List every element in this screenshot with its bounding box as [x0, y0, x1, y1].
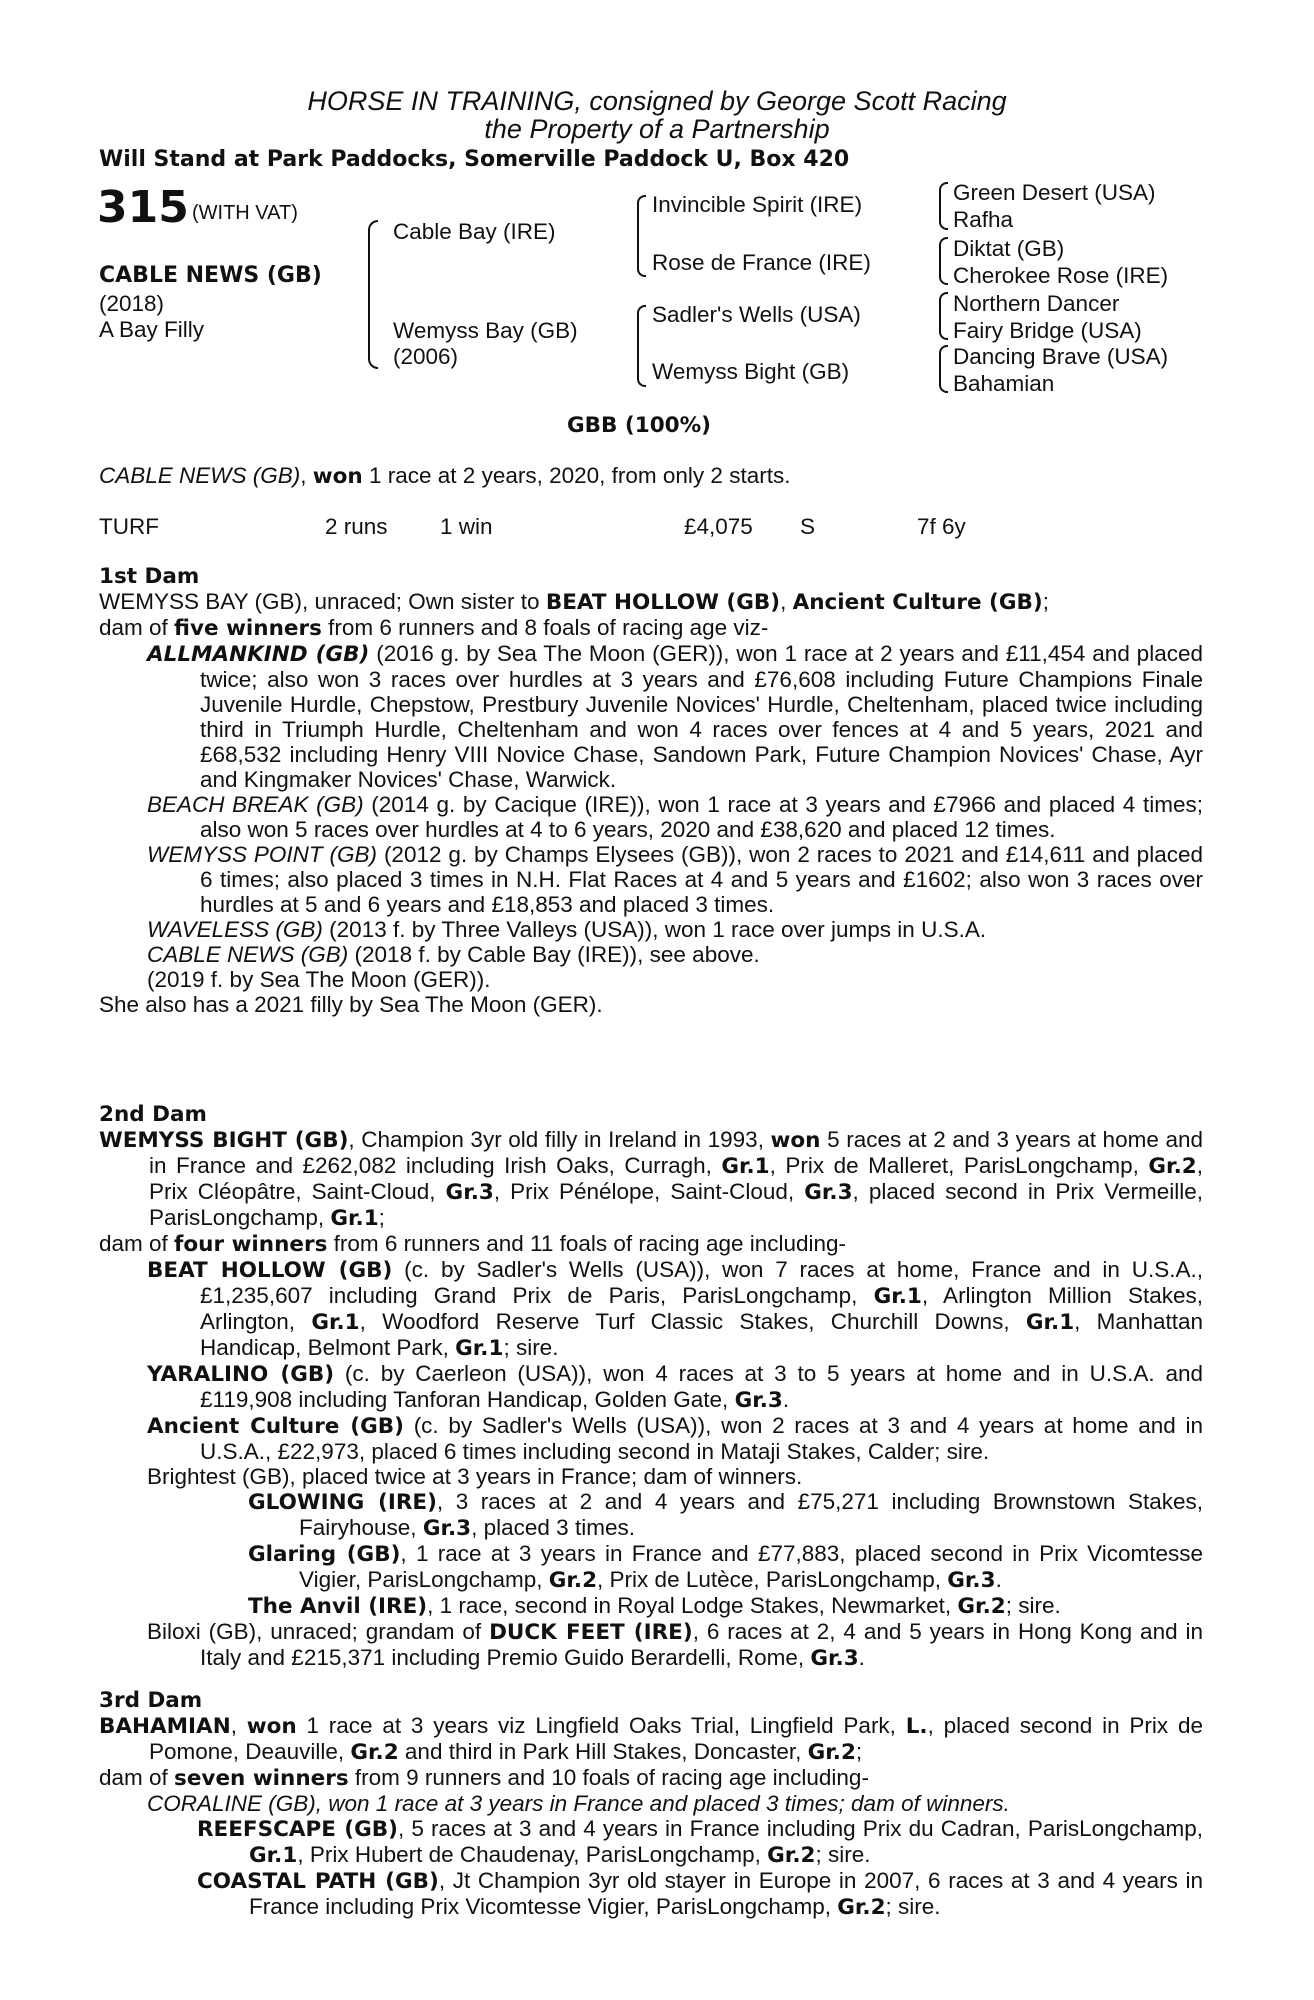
- record-wins: 1 win: [440, 514, 493, 539]
- produce-coastal-path: COASTAL PATH (GB), Jt Champion 3yr old stayer in Europe in 2007, 6 races at 3 and 4 years in France including Prix Vicomtesse Vigier, ParisLongchamp, Gr.2; sire.: [197, 1868, 1203, 1920]
- ss-brace: [939, 182, 948, 230]
- produce-the-anvil: The Anvil (IRE), 1 race, second in Royal Lodge Stakes, Newmarket, Gr.2; sire.: [248, 1593, 1061, 1619]
- produce-biloxi: Biloxi (GB), unraced; grandam of DUCK FEET (IRE), 6 races at 2, 4 and 5 years in Hong Kong and in Italy and £215,371 including Premio Guido Berardelli, Rome, Gr.3.: [147, 1619, 1203, 1671]
- sire: Cable Bay (IRE): [393, 219, 556, 244]
- produce-coraline: CORALINE (GB), won 1 race at 3 years in France and placed 3 times; dam of winners.: [147, 1791, 1010, 1816]
- produce-reefscape: REEFSCAPE (GB), 5 races at 3 and 4 years in France including Prix du Cadran, ParisLongchamp, Gr.1, Prix Hubert de Chaudenay, ParisLongchamp, Gr.2; sire.: [197, 1816, 1203, 1868]
- produce-beach-break: BEACH BREAK (GB) (2014 g. by Cacique (IRE)), won 1 race at 3 years and £7966 and placed 4 times; also won 5 races over hurdles at 4 to 6 years, 2020 and £38,620 and placed 12 times.: [147, 792, 1203, 842]
- third-dam-produce-line: dam of seven winners from 9 runners and 10 foals of racing age including-: [99, 1765, 869, 1791]
- third-dam-section: [99, 1688, 1203, 1920]
- record-prize: £4,075: [684, 514, 753, 539]
- first-dam-intro: WEMYSS BAY (GB), unraced; Own sister to BEAT HOLLOW (GB), Ancient Culture (GB);: [99, 589, 1049, 615]
- ddd: Bahamian: [953, 371, 1055, 396]
- summary-won: won: [312, 464, 363, 489]
- ssd: Rafha: [953, 207, 1014, 232]
- second-dam-record: WEMYSS BIGHT (GB), Champion 3yr old filly in Ireland in 1993, won 5 races at 2 and 3 years at home and in France and £262,082 including Irish Oaks, Curragh, Gr.1, Prix de Malleret, ParisLongchamp, Gr.2, Prix Cléopâtre, Saint-Cloud, Gr.3, Prix Pénélope, Saint-Cloud, Gr.3, placed second in Prix Vermeille, ParisLongchamp, Gr.1;: [99, 1127, 1203, 1231]
- sire-dam: Rose de France (IRE): [652, 250, 871, 275]
- pedigree-brace-main: [368, 220, 378, 369]
- produce-waveless: WAVELESS (GB) (2013 f. by Three Valleys (USA)), won 1 race over jumps in U.S.A.: [147, 917, 987, 942]
- produce-yaralino: YARALINO (GB) (c. by Caerleon (USA)), won 4 races at 3 to 5 years at home and in U.S.A. and £119,908 including Tanforan Handicap, Golden Gate, Gr.3.: [147, 1361, 1203, 1413]
- sire-sire: Invincible Spirit (IRE): [652, 192, 863, 217]
- horse-year: (2018): [99, 291, 165, 316]
- dam: Wemyss Bay (GB): [393, 318, 578, 343]
- first-dam-produce-line: dam of five winners from 6 runners and 8 foals of racing age viz-: [99, 615, 769, 641]
- summary-name: CABLE NEWS (GB): [99, 463, 301, 488]
- second-dam-title: 2nd Dam: [99, 1102, 207, 1127]
- record-going: S: [800, 514, 816, 539]
- produce-2021: She also has a 2021 filly by Sea The Moon (GER).: [99, 992, 603, 1017]
- consignor-line: HORSE IN TRAINING, consigned by George Scott Racing: [307, 86, 1007, 116]
- produce-brightest: Brightest (GB), placed twice at 3 years in France; dam of winners.: [147, 1464, 803, 1489]
- first-dam-title: 1st Dam: [99, 564, 200, 589]
- sire-brace: [637, 195, 646, 277]
- dam-dam: Wemyss Bight (GB): [652, 359, 850, 384]
- ds-brace: [939, 292, 948, 340]
- produce-wemyss-point: WEMYSS POINT (GB) (2012 g. by Champs Elysees (GB)), won 2 races to 2021 and £14,611 and placed 6 times; also placed 3 times in N.H. Flat Races at 4 and 5 years and £1602; also won 3 races over hurdles at 5 and 6 years and £18,853 and placed 3 times.: [147, 842, 1203, 917]
- sdd: Cherokee Rose (IRE): [953, 263, 1169, 288]
- produce-cable-news: CABLE NEWS (GB) (2018 f. by Cable Bay (IRE)), see above.: [147, 942, 760, 967]
- produce-ancient-culture: Ancient Culture (GB) (c. by Sadler's Wells (USA)), won 2 races at 3 and 4 years at home and in U.S.A., £22,973, placed 6 times including second in Mataji Stakes, Calder; sire.: [147, 1413, 1203, 1464]
- produce-2019: (2019 f. by Sea The Moon (GER)).: [147, 967, 491, 992]
- first-dam-section: [99, 564, 1203, 1017]
- produce-allmankind: ALLMANKIND (GB) (2016 g. by Sea The Moon (GER)), won 1 race at 2 years and £11,454 and placed twice; also won 3 races over hurdles at 3 years and £76,608 including Future Champions Finale Juvenile Hurdle, Chepstow, Prestbury Juvenile Novices' Hurdle, Cheltenham, placed twice including third in Triumph Hurdle, Cheltenham and won 4 races over fences at 4 and 5 years, 2021 and £68,532 including Henry VIII Novice Chase, Sandown Park, Future Champion Novices' Chase, Ayr and Kingmaker Novices' Chase, Warwick.: [147, 641, 1203, 792]
- horse-name: CABLE NEWS (GB): [99, 263, 322, 288]
- dss: Northern Dancer: [953, 291, 1120, 316]
- record-surface: TURF: [99, 514, 159, 539]
- dam-year: (2006): [393, 344, 459, 369]
- horse-desc: A Bay Filly: [99, 317, 205, 342]
- sd-brace: [939, 237, 948, 285]
- third-dam-title: 3rd Dam: [99, 1688, 203, 1713]
- produce-beat-hollow: BEAT HOLLOW (GB) (c. by Sadler's Wells (USA)), won 7 races at home, France and in U.S.A., £1,235,607 including Grand Prix de Paris, ParisLongchamp, Gr.1, Arlington Million Stakes, Arlington, Gr.1, Woodford Reserve Turf Classic Stakes, Churchill Downs, Gr.1, Manhattan Handicap, Belmont Park, Gr.1; sire.: [147, 1257, 1204, 1361]
- property-line: the Property of a Partnership: [484, 114, 830, 144]
- summary-text: 1 race at 2 years, 2020, from only 2 starts.: [362, 463, 791, 488]
- dsd: Fairy Bridge (USA): [953, 318, 1142, 343]
- stand-line: Will Stand at Park Paddocks, Somerville Paddock U, Box 420: [99, 147, 850, 172]
- vat-note: (WITH VAT): [192, 202, 298, 224]
- second-dam-section: [99, 1102, 1203, 1671]
- dam-sire: Sadler's Wells (USA): [652, 302, 861, 327]
- produce-glaring: Glaring (GB), 1 race at 3 years in France and £77,883, placed second in Prix Vicomtesse Vigier, ParisLongchamp, Gr.2, Prix de Lutèce, ParisLongchamp, Gr.3.: [248, 1541, 1204, 1593]
- gbb-rating: GBB (100%): [567, 413, 711, 438]
- second-dam-produce-line: dam of four winners from 6 runners and 11 foals of racing age including-: [99, 1231, 847, 1257]
- record-runs: 2 runs: [325, 514, 388, 539]
- record-distance: 7f 6y: [917, 514, 966, 539]
- dds: Dancing Brave (USA): [953, 344, 1169, 369]
- dd-brace: [939, 345, 948, 393]
- race-summary: CABLE NEWS (GB), won 1 race at 2 years, 2020, from only 2 starts.: [99, 463, 791, 489]
- third-dam-record: BAHAMIAN, won 1 race at 3 years viz Lingfield Oaks Trial, Lingfield Park, L., placed second in Prix de Pomone, Deauville, Gr.2 and third in Park Hill Stakes, Doncaster, Gr.2;: [99, 1713, 1203, 1765]
- lot-number: 315: [97, 182, 189, 233]
- sss: Green Desert (USA): [953, 180, 1156, 205]
- sds: Diktat (GB): [953, 236, 1065, 261]
- dam-brace: [637, 305, 646, 387]
- produce-glowing: GLOWING (IRE), 3 races at 2 and 4 years and £75,271 including Brownstown Stakes, Fairyhouse, Gr.3, placed 3 times.: [248, 1489, 1203, 1541]
